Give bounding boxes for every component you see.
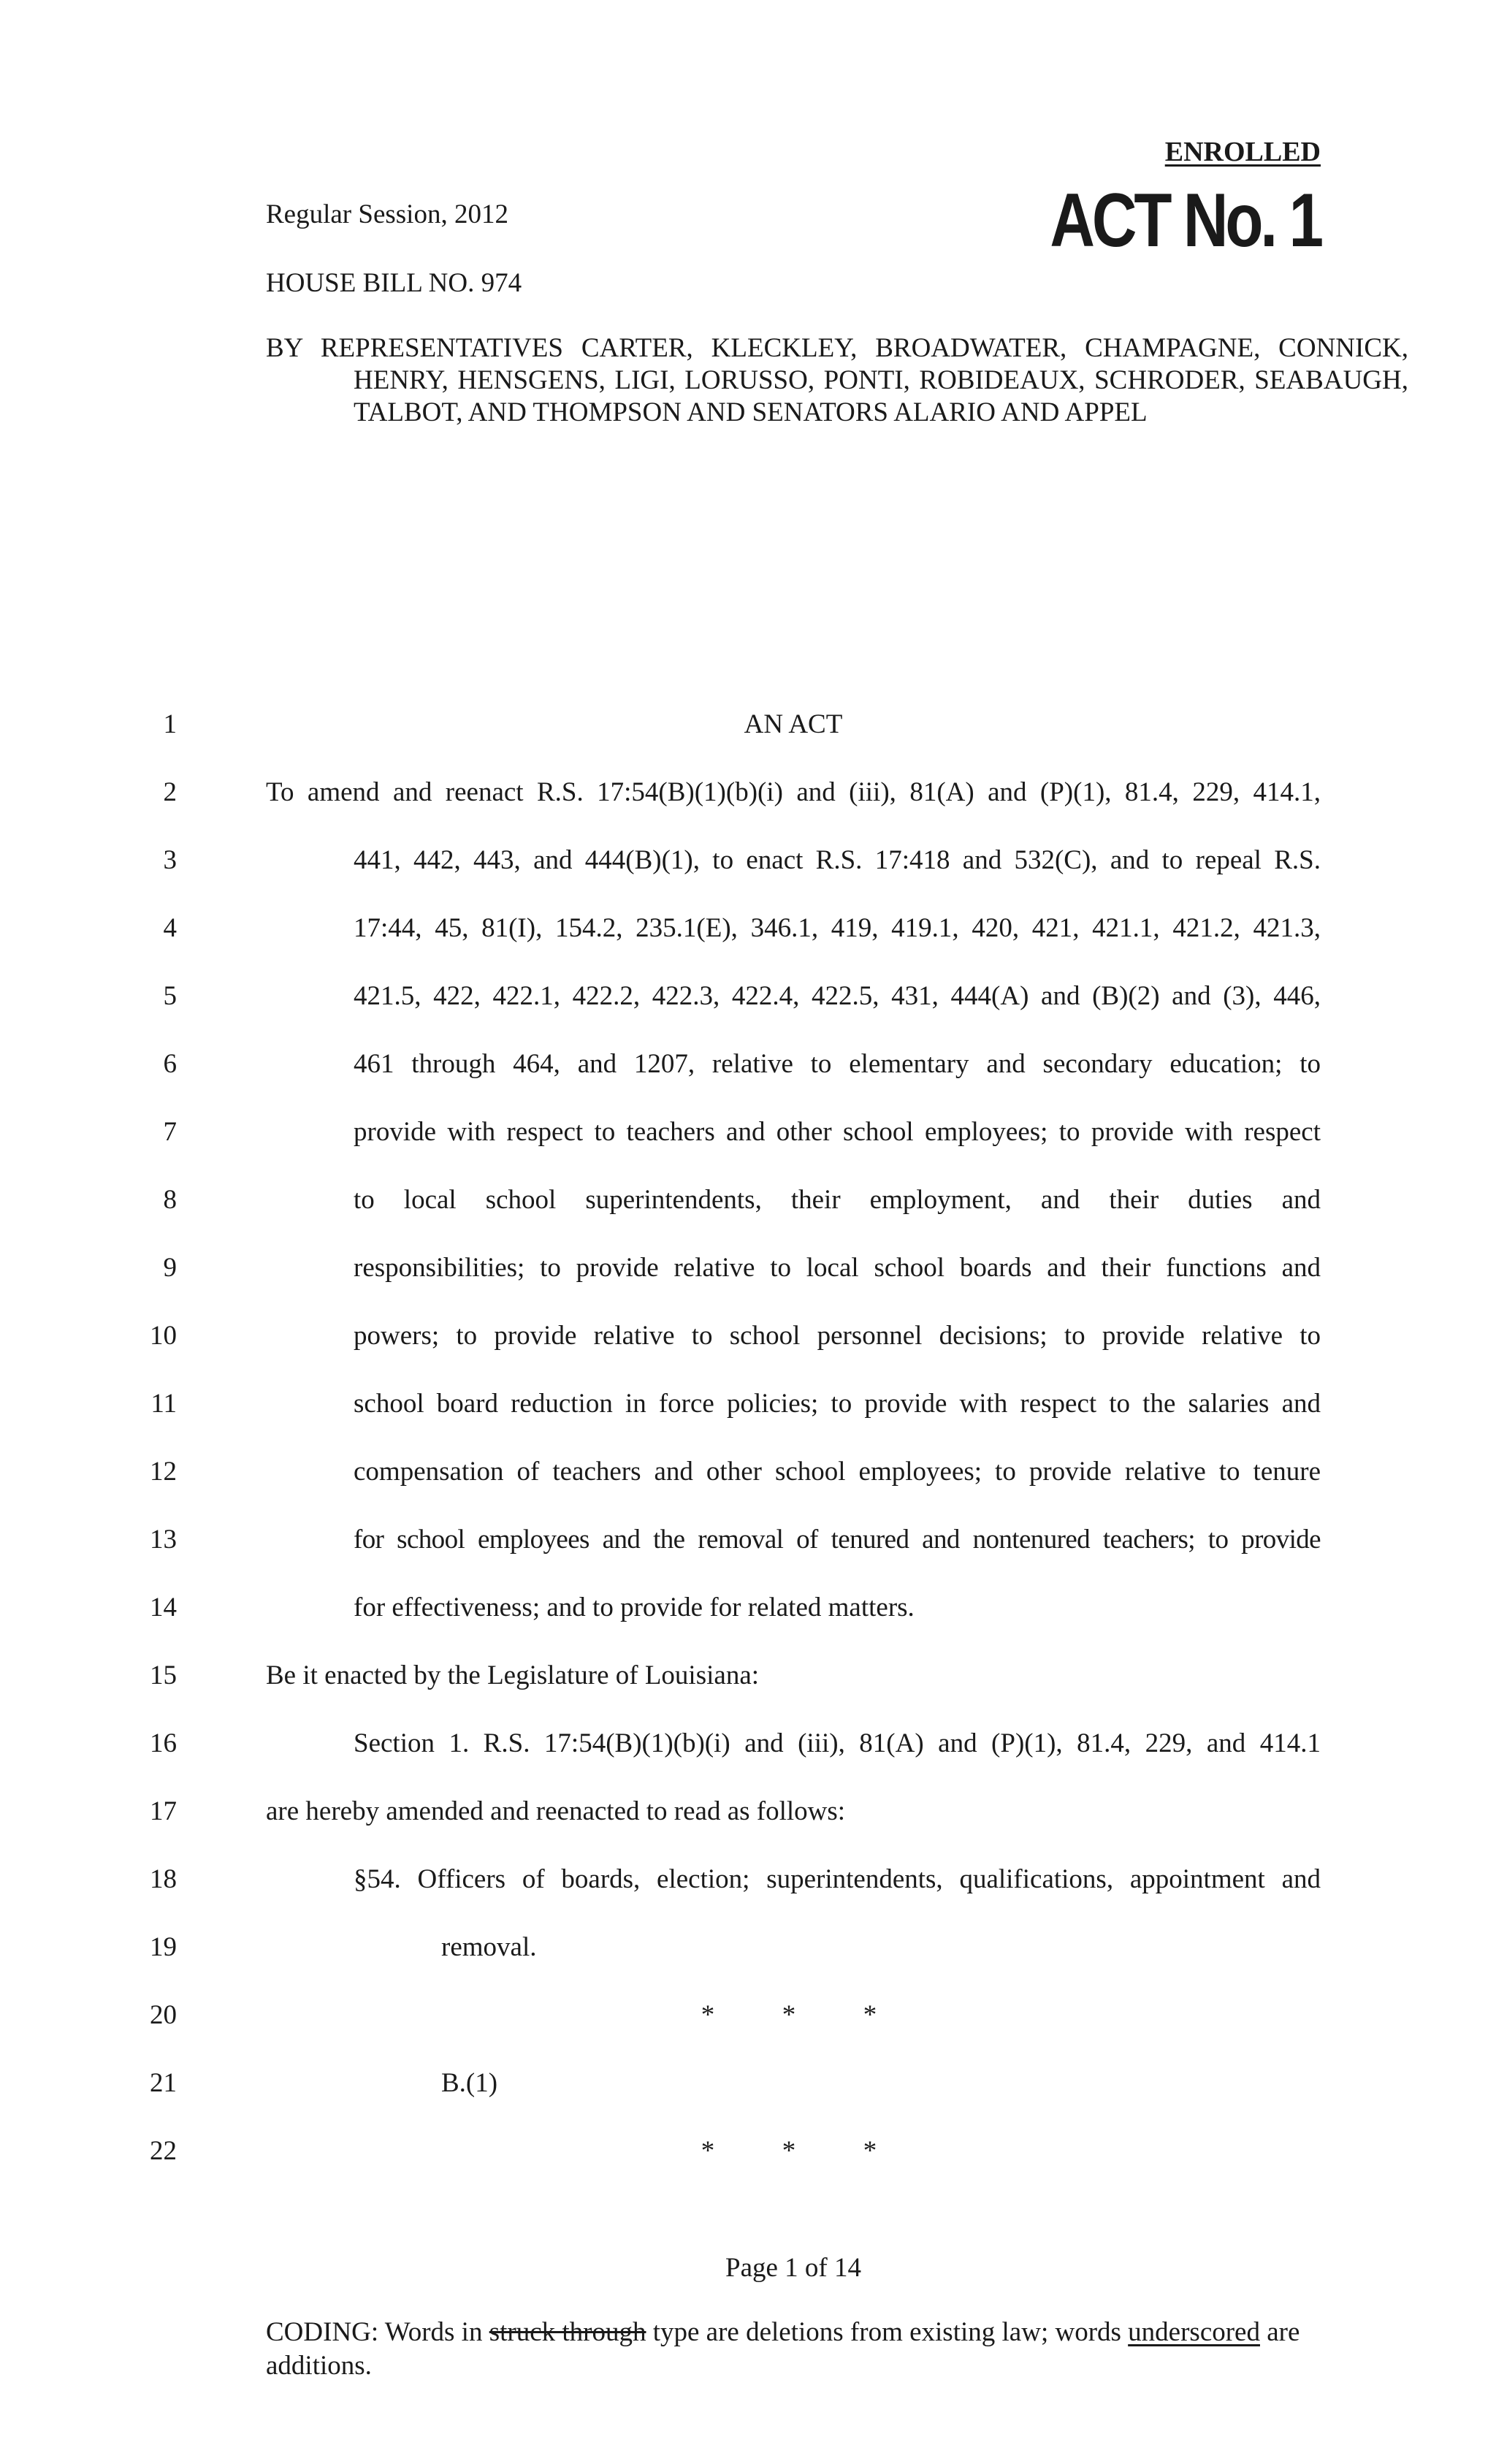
title-line: for school employees and the removal of tenured and nontenured teachers; to provide <box>354 1525 1321 1555</box>
title-line: To amend and reenact R.S. 17:54(B)(1)(b)(i) and (iii), 81(A) and (P)(1), 81.4, 229, 414.1, <box>266 777 1321 807</box>
section-heading: Section 1. R.S. 17:54(B)(1)(b)(i) and (iii), 81(A) and (P)(1), 81.4, 229, and 414.1 <box>354 1728 1321 1758</box>
line-number: 2 <box>163 777 177 807</box>
coding-underscored-example: underscored <box>1128 2317 1260 2347</box>
title-line: powers; to provide relative to school personnel decisions; to provide relative to <box>354 1321 1321 1351</box>
coding-note <box>266 2316 1321 2383</box>
title-line: to local school superintendents, their employment, and their duties and <box>354 1185 1321 1215</box>
coding-suffix: are additions. <box>266 2317 1300 2381</box>
line-number: 19 <box>150 1932 177 1962</box>
line-number: 5 <box>163 981 177 1011</box>
line-number: 12 <box>150 1457 177 1487</box>
enrolled-label: ENROLLED <box>1164 137 1321 167</box>
act-number: ACT No. 1 <box>1050 178 1321 263</box>
line-number: 1 <box>163 709 177 739</box>
line-number: 14 <box>150 1593 177 1622</box>
line-number: 10 <box>150 1321 177 1351</box>
line-number: 18 <box>150 1864 177 1894</box>
line-number: 15 <box>150 1660 177 1690</box>
line-number: 11 <box>150 1389 177 1419</box>
line-number: 21 <box>150 2068 177 2098</box>
statute-heading: removal. <box>441 1932 537 1962</box>
coding-struck-example: struck through <box>489 2317 646 2347</box>
session-label: Regular Session, 2012 <box>266 199 508 229</box>
page-indicator: Page 1 of 14 <box>725 2253 861 2283</box>
title-line: for effectiveness; and to provide for related matters. <box>354 1593 915 1622</box>
coding-prefix: CODING: Words in <box>266 2317 489 2347</box>
coding-middle: type are deletions from existing law; words <box>646 2317 1129 2347</box>
line-number: 6 <box>163 1049 177 1079</box>
title-line: 441, 442, 443, and 444(B)(1), to enact R.S. 17:418 and 532(C), and to repeal R.S. <box>354 845 1321 875</box>
line-number: 7 <box>163 1117 177 1147</box>
title-line: 17:44, 45, 81(I), 154.2, 235.1(E), 346.1, 419, 419.1, 420, 421, 421.1, 421.2, 421.3, <box>354 913 1321 943</box>
title-line: 461 through 464, and 1207, relative to elementary and secondary education; to <box>354 1049 1321 1079</box>
omission-stars: * * * <box>701 2136 877 2166</box>
title-line: school board reduction in force policies; to provide with respect to the salaries and <box>354 1389 1321 1419</box>
statute-heading: §54. Officers of boards, election; superintendents, qualifications, appointment and <box>354 1864 1321 1894</box>
enacting-clause: Be it enacted by the Legislature of Louisiana: <box>266 1660 760 1690</box>
omission-stars: * * * <box>701 2000 877 2030</box>
line-number: 8 <box>163 1185 177 1215</box>
line-number: 4 <box>163 913 177 943</box>
line-number: 13 <box>150 1525 177 1555</box>
title-line: 421.5, 422, 422.1, 422.2, 422.3, 422.4, 422.5, 431, 444(A) and (B)(2) and (3), 446, <box>354 981 1321 1011</box>
line-number: 22 <box>150 2136 177 2166</box>
title-line: provide with respect to teachers and other school employees; to provide with respect <box>354 1117 1321 1147</box>
body-line: are hereby amended and reenacted to read as follows: <box>266 1796 846 1826</box>
line-number: 9 <box>163 1253 177 1283</box>
line-number: 3 <box>163 845 177 875</box>
line-number: 20 <box>150 2000 177 2030</box>
act-title: AN ACT <box>744 709 843 739</box>
subsection-label: B.(1) <box>441 2068 498 2098</box>
line-number: 17 <box>150 1796 177 1826</box>
bill-number: HOUSE BILL NO. 974 <box>266 268 522 298</box>
title-line: compensation of teachers and other school employees; to provide relative to tenure <box>354 1457 1321 1487</box>
line-number: 16 <box>150 1728 177 1758</box>
sponsors-list: BY REPRESENTATIVES CARTER, KLECKLEY, BROADWATER, CHAMPAGNE, CONNICK, HENRY, HENSGENS, LIGI, LORUSSO, PONTI, ROBIDEAUX, SCHRODER, SEABAUGH, TALBOT, AND THOMPSON AND SENATORS ALARIO AND APPEL <box>266 333 1408 427</box>
title-line: responsibilities; to provide relative to local school boards and their functions and <box>354 1253 1321 1283</box>
